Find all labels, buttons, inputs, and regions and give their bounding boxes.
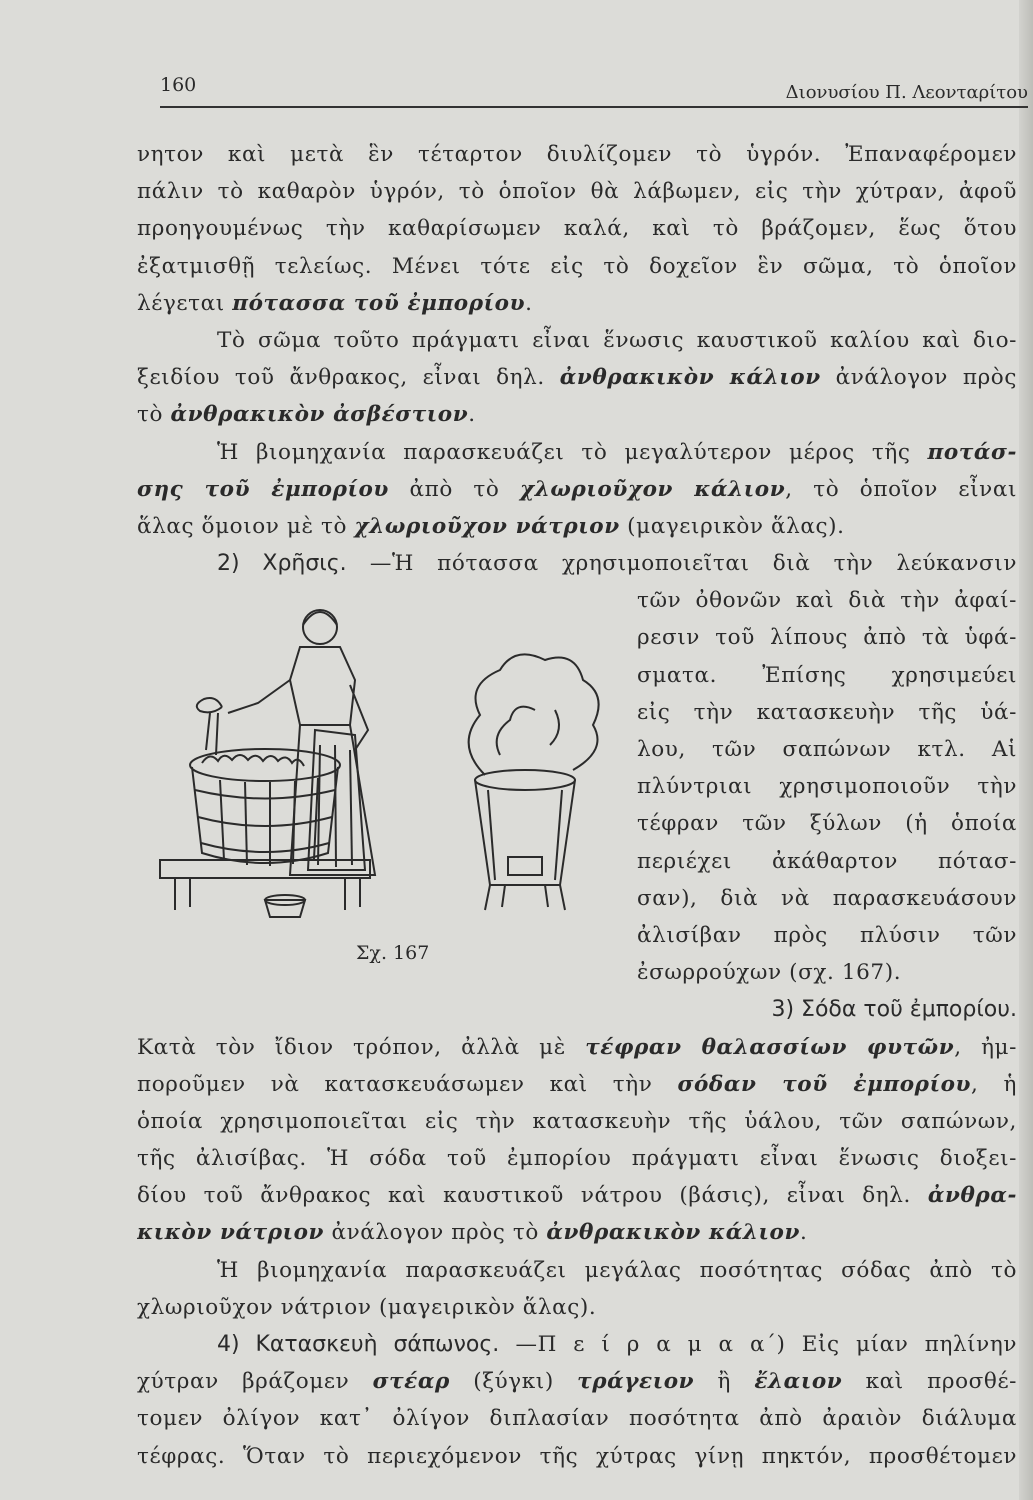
emphasis-term: σης τοῦ ἐμπορίου — [137, 476, 389, 502]
text-run: (μαγειρικὸν ἅλας). — [627, 513, 845, 539]
text-run: πλύντριαι χρησιμοποιοῦν τὴν — [637, 774, 1017, 800]
figure-167 — [140, 585, 620, 930]
steam-cloud — [469, 654, 599, 775]
text-line — [137, 471, 1017, 508]
text-line — [137, 136, 1017, 173]
text-run: τέφραν τῶν ξύλων (ἡ ὁποία — [637, 811, 1017, 837]
text-run: τὸ — [137, 402, 164, 428]
text-line — [137, 1140, 1017, 1177]
text-line — [137, 1363, 1017, 1400]
text-run: —Ἡ πότασσα χρησιμοποιεῖται διὰ τὴν λεύκανσιν — [369, 551, 1017, 577]
text-line — [137, 1326, 1017, 1363]
text-run: ἀλισίβαν πρὸς πλύσιν τῶν — [637, 922, 1017, 948]
text-line — [137, 285, 1017, 322]
boiler-pot — [475, 780, 575, 885]
text-line — [637, 619, 1017, 656]
text-run: τέφρας. Ὅταν τὸ περιεχόμενον τῆς χύτρας γίνῃ πηκτόν, προσθέτομεν — [137, 1443, 1017, 1469]
text-run: λέγεται — [137, 290, 225, 316]
text-run: τῶν ὀθονῶν καὶ διὰ τὴν ἀφαί- — [637, 588, 1017, 614]
text-line — [137, 1289, 1017, 1326]
text-run: Κατὰ τὸν ἴδιον τρόπον, ἀλλὰ μὲ — [137, 1034, 566, 1060]
text-line — [637, 657, 1017, 694]
laundry-illustration — [140, 585, 620, 930]
text-run: . — [468, 402, 476, 428]
emphasis-term: τέφραν θαλασσίων φυτῶν — [585, 1034, 955, 1060]
text-run: ἀνάλογον πρὸς τὸ — [331, 1220, 539, 1246]
text-run: λου, τῶν σαπώνων κτλ. Αἱ — [637, 737, 1017, 762]
emphasis-term: ἀνθρακικὸν ἀσβέστιον — [170, 402, 469, 428]
text-run: πάλιν τὸ καθαρὸν ὑγρόν, τὸ ὁποῖον θὰ λάβωμεν, εἰς τὴν χύτραν, ἀφοῦ — [137, 179, 1017, 205]
emphasis-term: χλωριοῦχον κάλιον — [520, 476, 786, 502]
text-line — [137, 508, 1017, 545]
text-run: χύτραν βράζομεν — [137, 1369, 350, 1395]
emphasis-term: στέαρ — [372, 1369, 450, 1395]
text-line — [137, 248, 1017, 285]
text-run: τῆς ἀλισίβας. Ἡ σόδα τοῦ ἐμπορίου πράγματι εἶναι ἕνωσις διοξει- — [137, 1146, 1017, 1172]
text-run: ποροῦμεν νὰ κατασκευάσωμεν καὶ τὴν — [137, 1071, 653, 1097]
figure-caption: Σχ. 167 — [356, 942, 430, 964]
emphasis-term: χλωριοῦχον νάτριον — [354, 513, 620, 539]
text-run: νητον καὶ μετὰ ἓν τέταρτον διυλίζομεν τὸ ὑγρόν. Ἐπαναφέρομεν — [137, 142, 1017, 167]
text-run: σαν), διὰ νὰ παρασκευάσουν — [637, 885, 1017, 911]
text-run: , ἡ — [971, 1071, 1017, 1097]
woman-head — [303, 610, 337, 644]
emphasis-term: ἀνθρα- — [927, 1183, 1017, 1209]
text-run: ὁποία χρησιμοποιεῖται εἰς τὴν κατασκευὴν τῆς ὑάλου, τῶν σαπώνων, — [137, 1108, 1017, 1134]
emphasis-term: τράγειον — [577, 1369, 695, 1395]
emphasis-term: πότασσα τοῦ ἐμπορίου — [232, 290, 526, 316]
text-line — [137, 1029, 1017, 1066]
text-line — [637, 768, 1017, 805]
text-run: , ἠμ- — [954, 1034, 1017, 1060]
emphasis-term: ἀνθρακικὸν κάλιον — [559, 365, 821, 391]
running-head: Διονυσίου Π. Λεονταρίτου — [785, 82, 1028, 103]
text-line — [637, 582, 1017, 619]
section-heading: 3) Σόδα τοῦ ἐμπορίου. — [771, 997, 1017, 1023]
text-run: ξειδίου τοῦ ἄνθρακος, εἶναι δηλ. — [137, 365, 545, 391]
text-line — [637, 880, 1017, 917]
text-run: χλωριοῦχον νάτριον (μαγειρικὸν ἅλας). — [137, 1294, 597, 1320]
text-line — [137, 1177, 1017, 1214]
text-line — [137, 359, 1017, 396]
text-run: δίου τοῦ ἄνθρακος καὶ καυστικοῦ νάτρου (βάσις), εἶναι δηλ. — [137, 1183, 911, 1209]
section-heading: 2) Χρῆσις. — [217, 551, 347, 577]
text-line — [137, 1252, 1017, 1289]
text-line — [637, 805, 1017, 842]
emphasis-term: σόδαν τοῦ ἐμπορίου — [677, 1071, 972, 1097]
text-run: —Π ε ί ρ α μ α α΄) Εἰς μίαν πηλίνην — [515, 1332, 1017, 1357]
text-run: ρεσιν τοῦ λίπους ἀπὸ τὰ ὑφά- — [637, 625, 1017, 651]
text-run: εἰς τὴν κατασκευὴν τῆς ὑά- — [637, 699, 1017, 725]
text-line — [137, 1103, 1017, 1140]
text-line — [137, 173, 1017, 210]
emphasis-term: κικὸν νάτριον — [137, 1220, 325, 1246]
text-line — [137, 210, 1017, 247]
text-line — [137, 545, 1017, 582]
text-run: σματα. Ἐπίσης χρησιμεύει — [637, 662, 1017, 688]
text-run: ἐξατμισθῇ τελείως. Μένει τότε εἰς τὸ δοχεῖον ἓν σῶμα, τὸ ὁποῖον — [137, 253, 1017, 279]
text-run: Ἡ βιομηχανία παρασκευάζει μεγάλας ποσότητας σόδας ἀπὸ τὸ — [217, 1257, 1017, 1283]
text-line — [137, 1400, 1017, 1437]
text-run: , τὸ ὁποῖον εἶναι — [785, 476, 1017, 502]
woman-skirt — [290, 725, 375, 875]
text-run: ἀπὸ τὸ — [409, 476, 500, 502]
text-line — [137, 1214, 1017, 1251]
text-line — [637, 954, 1017, 991]
page-header — [160, 72, 1028, 106]
page-number: 160 — [160, 74, 197, 96]
page-edge — [1019, 0, 1033, 1500]
text-run: ἅλας ὅμοιον μὲ τὸ — [137, 513, 348, 539]
text-run: . — [525, 290, 533, 316]
text-run: προηγουμένως τὴν καθαρίσωμεν καλά, καὶ τὸ βράζομεν, ἕως ὅτου — [137, 216, 1017, 242]
text-run: . — [799, 1220, 808, 1246]
text-line — [137, 1438, 1017, 1475]
text-run: καὶ προσθέ- — [865, 1369, 1017, 1395]
text-run: περιέχει ἀκάθαρτον πότασ- — [637, 848, 1017, 874]
text-line — [637, 843, 1017, 880]
text-line — [637, 731, 1017, 768]
text-line — [637, 917, 1017, 954]
text-line — [137, 322, 1017, 359]
woman-blouse — [290, 647, 355, 725]
text-line — [137, 396, 1017, 433]
text-run: (ξύγκι) — [473, 1369, 554, 1395]
emphasis-term: ἀνθρακικὸν κάλιον — [546, 1220, 800, 1246]
section-heading: 4) Κατασκευὴ σάπωνος. — [217, 1332, 500, 1357]
text-line — [637, 694, 1017, 731]
text-line — [137, 1066, 1017, 1103]
text-line — [137, 434, 1017, 471]
text-line — [137, 991, 1017, 1028]
text-run: ἐσωρρούχων (σχ. 167). — [637, 960, 902, 986]
text-run: ἢ — [717, 1369, 731, 1395]
text-run: ἀνάλογον πρὸς — [835, 365, 1017, 391]
emphasis-term: ἔλαιον — [754, 1369, 843, 1395]
header-rule — [160, 106, 1028, 108]
wet-cloth — [197, 698, 222, 712]
text-run: Τὸ σῶμα τοῦτο πράγματι εἶναι ἕνωσις καυστικοῦ καλίου καὶ διο- — [217, 327, 1017, 353]
text-run: Ἡ βιομηχανία παρασκευάζει τὸ μεγαλύτερον μέρος τῆς — [217, 439, 911, 465]
washtub-rim — [190, 749, 340, 781]
emphasis-term: ποτάσ- — [927, 439, 1017, 465]
text-run: τομεν ὀλίγον κατ᾿ ὀλίγον διπλασίαν ποσότητα ἀπὸ ἀραιὸν διάλυμα — [137, 1406, 1017, 1432]
